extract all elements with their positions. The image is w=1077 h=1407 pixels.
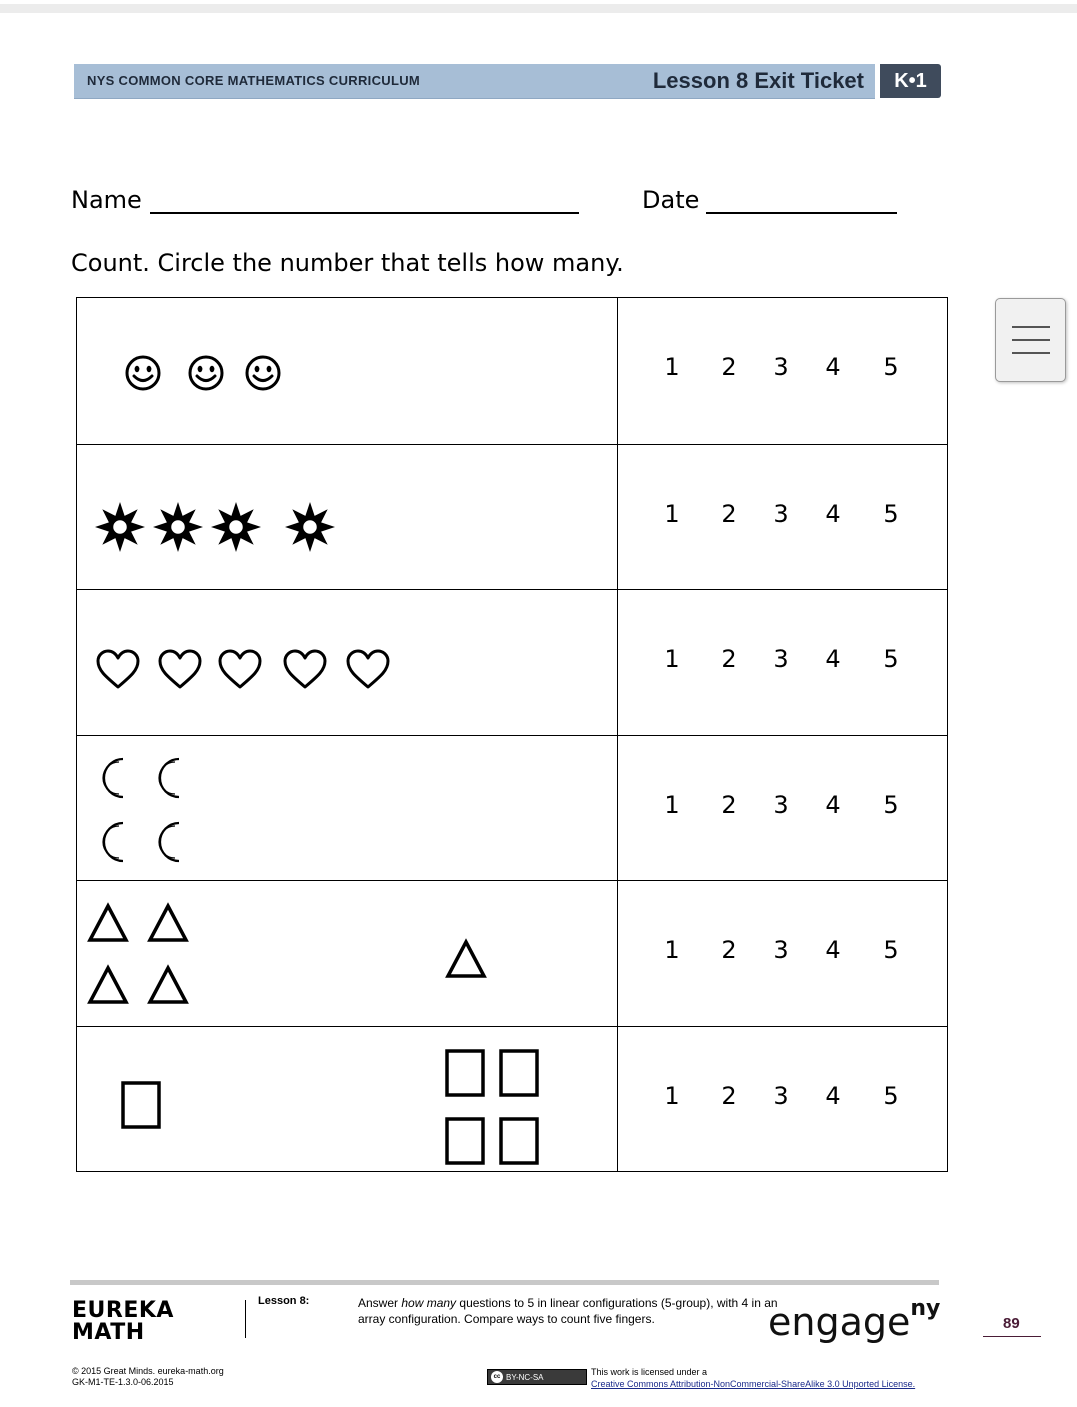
number-choice-5[interactable]: 5	[883, 1082, 899, 1110]
table-row	[77, 1026, 947, 1173]
heart-icon	[345, 649, 391, 691]
header-bar	[74, 64, 875, 99]
menu-icon-bar	[1012, 352, 1050, 354]
number-choice-2[interactable]: 2	[721, 645, 737, 674]
page-number: 89	[1003, 1315, 1020, 1332]
engageny-logo	[768, 1296, 941, 1344]
eureka-math-logo	[72, 1300, 174, 1344]
number-choice-1[interactable]: 1	[664, 353, 680, 381]
cc-license-badge[interactable]	[487, 1369, 587, 1385]
triangle-icon	[147, 903, 189, 943]
sun-icon	[95, 502, 145, 552]
page-title: Lesson 8 Exit Ticket	[652, 68, 864, 93]
number-choice-3[interactable]: 3	[773, 1082, 789, 1110]
square-icon	[445, 1049, 487, 1099]
heart-icon	[282, 649, 328, 691]
sun-icon	[285, 502, 335, 552]
exit-ticket-table	[76, 297, 948, 1172]
moon-icon	[149, 820, 189, 864]
copyright	[72, 1366, 224, 1388]
triangle-icon	[87, 965, 129, 1005]
number-choice-1[interactable]: 1	[664, 499, 680, 528]
lesson-description	[358, 1295, 778, 1327]
triangle-icon	[147, 965, 189, 1005]
number-choice-5[interactable]: 5	[883, 499, 899, 528]
cc-badge-label: BY-NC-SA	[506, 1372, 544, 1382]
number-choice-3[interactable]: 3	[773, 645, 789, 674]
number-choice-3[interactable]: 3	[773, 353, 789, 381]
top-strip	[0, 4, 1077, 13]
license-line-1: This work is licensed under a	[591, 1367, 708, 1377]
name-label: Name	[71, 186, 142, 214]
moon-icon	[93, 756, 133, 800]
heart-icon	[95, 649, 141, 691]
square-icon	[445, 1117, 487, 1167]
table-row	[77, 880, 947, 1027]
number-choice-1[interactable]: 1	[664, 1082, 680, 1110]
number-choice-5[interactable]: 5	[883, 645, 899, 674]
number-choice-3[interactable]: 3	[773, 790, 789, 819]
number-choice-2[interactable]: 2	[721, 790, 737, 819]
smiley-icon	[187, 354, 225, 392]
license-link[interactable]: Creative Commons Attribution-NonCommercial-ShareAlike 3.0 Unported License.	[591, 1379, 916, 1389]
smiley-icon	[244, 354, 282, 392]
number-choice-3[interactable]: 3	[773, 936, 789, 965]
square-icon	[499, 1049, 541, 1099]
table-row	[77, 589, 947, 736]
engage-text: engage	[768, 1300, 911, 1344]
name-field[interactable]	[150, 212, 579, 214]
number-choice-5[interactable]: 5	[883, 353, 899, 381]
number-choice-4[interactable]: 4	[825, 1082, 841, 1110]
number-choice-4[interactable]: 4	[825, 499, 841, 528]
number-choice-4[interactable]: 4	[825, 790, 841, 819]
description-post: questions to 5 in linear configurations (5-group), with 4 in an array configuration. Compare ways to count five fingers.	[358, 1296, 778, 1326]
square-icon	[499, 1117, 541, 1167]
number-choice-1[interactable]: 1	[664, 790, 680, 819]
number-choice-4[interactable]: 4	[825, 645, 841, 674]
cc-icon: cc	[491, 1371, 503, 1383]
instructions: Count. Circle the number that tells how many.	[71, 249, 624, 277]
curriculum-label: NYS COMMON CORE MATHEMATICS CURRICULUM	[87, 73, 421, 88]
menu-icon-bar	[1012, 339, 1050, 341]
number-choice-5[interactable]: 5	[883, 790, 899, 819]
sun-icon	[211, 502, 261, 552]
number-choice-2[interactable]: 2	[721, 499, 737, 528]
grade-badge: K•1	[880, 64, 941, 98]
moon-icon	[93, 820, 133, 864]
number-choice-1[interactable]: 1	[664, 645, 680, 674]
menu-icon	[1012, 326, 1050, 328]
table-row	[77, 444, 947, 591]
heart-icon	[157, 649, 203, 691]
number-choice-1[interactable]: 1	[664, 936, 680, 965]
description-pre: Answer	[358, 1296, 402, 1310]
number-choice-2[interactable]: 2	[721, 1082, 737, 1110]
number-choice-2[interactable]: 2	[721, 353, 737, 381]
number-choice-4[interactable]: 4	[825, 936, 841, 965]
description-em: how many	[401, 1296, 457, 1310]
logo-line-1: EUREKA	[72, 1298, 174, 1323]
number-choice-2[interactable]: 2	[721, 936, 737, 965]
logo-line-2: MATH	[72, 1320, 145, 1345]
moon-icon	[149, 756, 189, 800]
number-choice-4[interactable]: 4	[825, 353, 841, 381]
license-text	[591, 1366, 915, 1390]
sun-icon	[153, 502, 203, 552]
date-label: Date	[642, 186, 700, 214]
menu-button[interactable]	[995, 298, 1066, 382]
lesson-ref: Lesson 8:	[258, 1295, 310, 1307]
page-number-underline	[983, 1336, 1041, 1337]
footer-separator	[245, 1300, 246, 1338]
table-row	[77, 735, 947, 882]
footer-rule	[70, 1280, 939, 1285]
triangle-icon	[87, 903, 129, 943]
number-choice-3[interactable]: 3	[773, 499, 789, 528]
engage-sup: ny	[910, 1296, 941, 1322]
smiley-icon	[124, 354, 162, 392]
square-icon	[121, 1081, 163, 1131]
heart-icon	[217, 649, 263, 691]
copyright-line-2: GK-M1-TE-1.3.0-06.2015	[72, 1377, 174, 1387]
table-row	[77, 298, 947, 444]
copyright-line-1: © 2015 Great Minds. eureka-math.org	[72, 1366, 224, 1376]
triangle-icon	[445, 939, 487, 979]
date-field[interactable]	[706, 212, 897, 214]
number-choice-5[interactable]: 5	[883, 936, 899, 965]
